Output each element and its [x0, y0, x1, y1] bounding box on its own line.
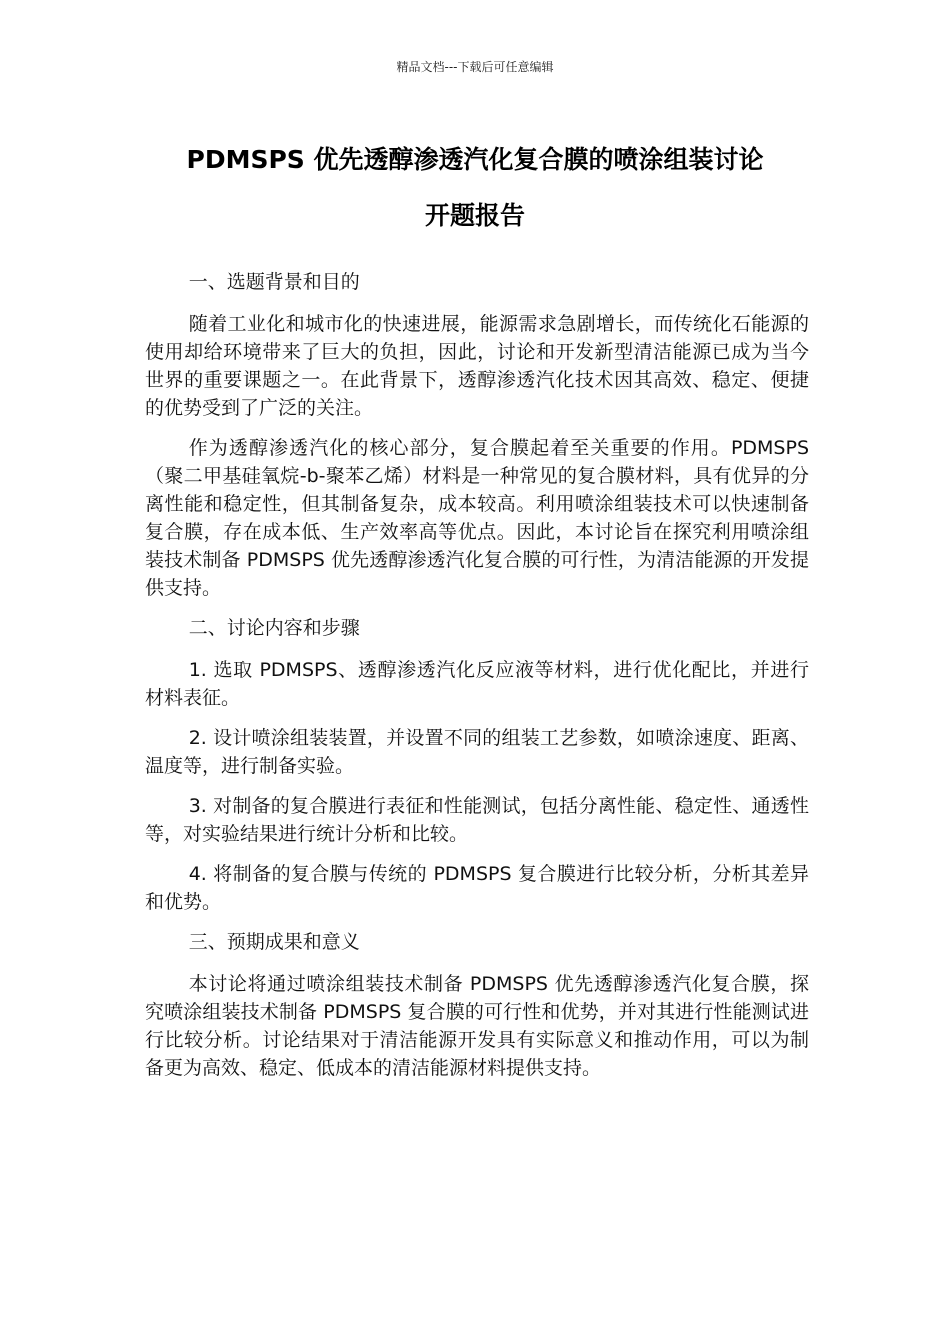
paragraph-background: 随着工业化和城市化的快速进展，能源需求急剧增长，而传统化石能源的使用却给环境带来了巨大的负担，因此，讨论和开发新型清洁能源已成为当今世界的重要课题之一。在此背景下，透醇渗透汽化技术因其高效、稳定、便捷的优势受到了广泛的关注。: [145, 313, 809, 419]
page-header-note: 精品文档---下载后可任意编辑: [396, 60, 554, 74]
section-heading-content: 二、讨论内容和步骤: [188, 617, 360, 639]
document-body: [145, 268, 809, 1094]
document-title: PDMSPS 优先透醇渗透汽化复合膜的喷涂组装讨论: [186, 145, 764, 174]
paragraph-outcomes: 本讨论将通过喷涂组装技术制备 PDMSPS 优先透醇渗透汽化复合膜，探究喷涂组装技术制备 PDMSPS 复合膜的可行性和优势，并对其进行性能测试进行比较分析。讨论结果对于清洁能源开发具有实际意义和推动作用，可以为制备更为高效、稳定、低成本的清洁能源材料提供支持。: [145, 973, 809, 1079]
list-item-step-4: 4. 将制备的复合膜与传统的 PDMSPS 复合膜进行比较分析，分析其差异和优势。: [145, 863, 809, 913]
list-item-step-2: 2. 设计喷涂组装装置，并设置不同的组装工艺参数，如喷涂速度、距离、温度等，进行制备实验。: [145, 727, 809, 777]
list-item-step-3: 3. 对制备的复合膜进行表征和性能测试，包括分离性能、稳定性、通透性等，对实验结果进行统计分析和比较。: [145, 795, 809, 845]
paragraph-membrane: 作为透醇渗透汽化的核心部分，复合膜起着至关重要的作用。PDMSPS（聚二甲基硅氧烷-b-聚苯乙烯）材料是一种常见的复合膜材料，具有优异的分离性能和稳定性，但其制备复杂，成本较高。利用喷涂组装技术可以快速制备复合膜，存在成本低、生产效率高等优点。因此，本讨论旨在探究利用喷涂组装技术制备 PDMSPS 优先透醇渗透汽化复合膜的可行性，为清洁能源的开发提供支持。: [145, 437, 809, 599]
list-item-step-1: 1. 选取 PDMSPS、透醇渗透汽化反应液等材料，进行优化配比，并进行材料表征。: [145, 659, 809, 709]
section-heading-outcomes: 三、预期成果和意义: [188, 931, 360, 953]
document-title-line-2: 开题报告: [424, 201, 525, 230]
section-heading-background: 一、选题背景和目的: [188, 271, 360, 293]
